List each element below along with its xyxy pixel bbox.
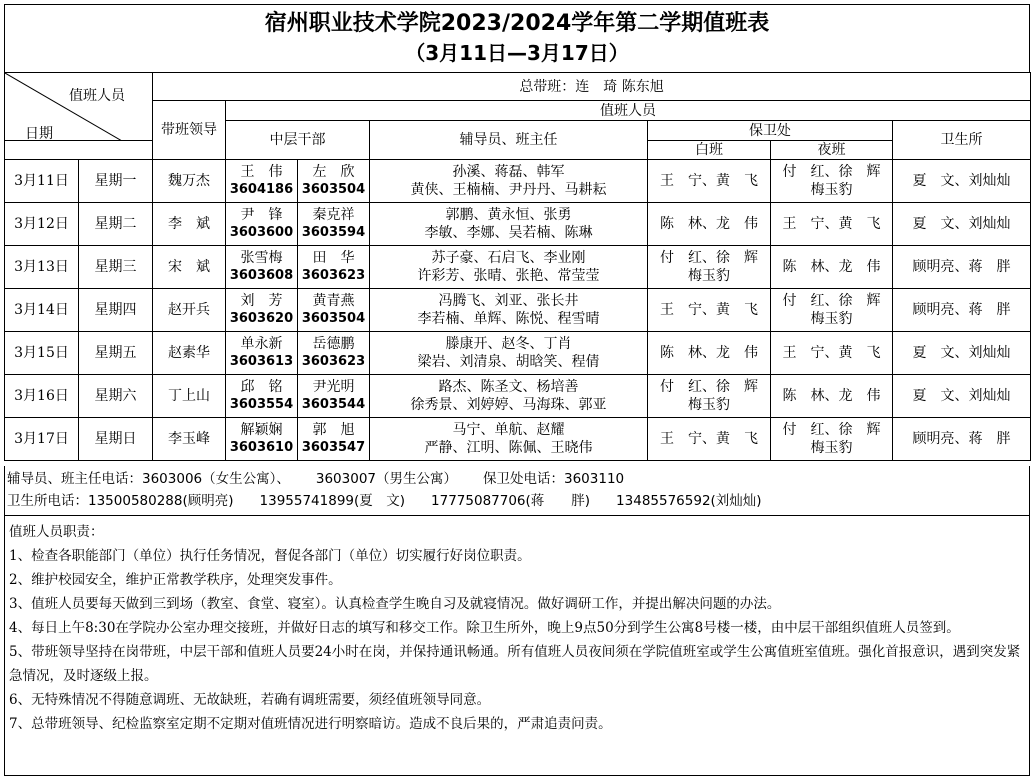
row-mid-2 — [298, 203, 370, 246]
header-diagonal-cell — [5, 73, 153, 141]
row-night-shift — [771, 332, 893, 375]
row-leader: 李玉峰 — [153, 418, 226, 461]
mid-phone: 3603544 — [301, 397, 366, 412]
counselor-line: 郭鹏、黄永恒、张勇 — [445, 207, 572, 223]
row-day-shift — [648, 375, 771, 418]
day-shift-line: 王 宁、黄 飞 — [660, 431, 758, 447]
night-shift-line: 陈 林、龙 伟 — [782, 259, 881, 275]
security-phone-label: 保卫处电话： — [483, 471, 564, 487]
row-date: 3月16日 — [5, 375, 79, 418]
row-night-shift — [771, 375, 893, 418]
header-staff: 值班人员 — [226, 101, 1031, 121]
night-shift-line: 梅玉豹 — [810, 440, 853, 456]
duty-item: 6、无特殊情况不得随意调班、无故缺班，若确有调班需要，须经值班领导同意。 — [9, 692, 491, 708]
row-leader: 丁上山 — [153, 375, 226, 418]
row-date: 3月12日 — [5, 203, 79, 246]
counselor-line: 马宁、单航、赵耀 — [452, 422, 565, 438]
row-mid-2 — [298, 246, 370, 289]
night-shift-line: 梅玉豹 — [810, 182, 853, 198]
mid-name: 岳德鹏 — [312, 336, 355, 352]
row-mid-2 — [298, 418, 370, 461]
header-date: 日期 — [25, 126, 53, 141]
contact-block — [4, 466, 1030, 516]
mid-name: 解颖娴 — [240, 422, 283, 438]
row-day-shift — [648, 203, 771, 246]
counselor-line: 许彩芳、张晴、张艳、常莹莹 — [417, 268, 600, 284]
roster-row — [5, 418, 1031, 461]
row-weekday: 星期五 — [79, 332, 153, 375]
row-weekday: 星期日 — [79, 418, 153, 461]
row-leader: 赵开兵 — [153, 289, 226, 332]
row-weekday: 星期二 — [79, 203, 153, 246]
row-day-shift — [648, 332, 771, 375]
roster-table — [4, 72, 1031, 461]
duty-item: 3、值班人员要每天做到三到场（教室、食堂、寝室）。认真检查学生晚自习及就寝情况。做好调研工作，并提出解决问题的办法。 — [9, 596, 781, 612]
header-date-cont — [5, 141, 153, 160]
row-day-shift — [648, 246, 771, 289]
mid-name: 邱 铭 — [240, 379, 283, 395]
counselor-line: 徐秀景、刘婷婷、马海珠、郭亚 — [410, 397, 607, 413]
day-shift-line: 梅玉豹 — [688, 397, 730, 413]
row-mid-1 — [226, 289, 298, 332]
row-mid-1 — [226, 246, 298, 289]
contact-line-2 — [7, 490, 1029, 512]
row-leader: 宋 斌 — [153, 246, 226, 289]
night-shift-line: 付 红、徐 辉 — [782, 293, 881, 309]
row-clinic: 夏 文、刘灿灿 — [893, 375, 1031, 418]
title-block — [4, 4, 1030, 72]
row-mid-2 — [298, 289, 370, 332]
row-clinic: 顾明亮、蒋 胖 — [893, 289, 1031, 332]
mid-phone: 3603623 — [301, 268, 366, 283]
row-counselors — [370, 160, 648, 203]
row-mid-1 — [226, 418, 298, 461]
clinic-phone-1: 13500580288(顾明亮) — [88, 493, 234, 509]
clinic-phone-label: 卫生所电话： — [7, 493, 88, 509]
mid-name: 张雪梅 — [240, 250, 283, 266]
row-mid-2 — [298, 332, 370, 375]
mid-name: 刘 芳 — [240, 293, 283, 309]
counselor-line: 李若楠、单辉、陈悦、程雪晴 — [417, 311, 600, 327]
header-security: 保卫处 — [648, 121, 893, 141]
mid-phone: 3603554 — [229, 397, 294, 412]
mid-phone: 3603600 — [229, 225, 294, 240]
duty-item: 2、维护校园安全，维护正常教学秩序，处理突发事件。 — [9, 572, 342, 588]
mid-phone: 3603613 — [229, 354, 294, 369]
counselor-line: 路杰、陈圣文、杨培善 — [438, 379, 579, 395]
day-shift-line: 梅玉豹 — [688, 268, 730, 284]
counselor-line: 孙溪、蒋磊、韩军 — [452, 164, 565, 180]
row-day-shift — [648, 418, 771, 461]
row-weekday: 星期三 — [79, 246, 153, 289]
mid-phone: 3604186 — [229, 182, 294, 197]
row-weekday: 星期一 — [79, 160, 153, 203]
duties-heading: 值班人员职责： — [9, 524, 104, 540]
roster-row — [5, 203, 1031, 246]
mid-name: 左 欣 — [312, 164, 355, 180]
roster-row — [5, 246, 1031, 289]
mid-name: 尹 锋 — [240, 207, 283, 223]
counselor-phone-female: 3603006（女生公寓）、 — [142, 471, 290, 487]
row-counselors — [370, 289, 648, 332]
row-mid-1 — [226, 332, 298, 375]
header-night-shift: 夜班 — [771, 141, 893, 160]
mid-phone: 3603608 — [229, 268, 294, 283]
mid-name: 郭 旭 — [312, 422, 355, 438]
counselor-line: 黄侠、王楠楠、尹丹丹、马耕耘 — [410, 182, 607, 198]
roster-row — [5, 332, 1031, 375]
row-date: 3月13日 — [5, 246, 79, 289]
day-shift-line: 陈 林、龙 伟 — [660, 216, 758, 232]
counselor-line: 苏子豪、石启飞、李业刚 — [431, 250, 586, 266]
night-shift-line: 付 红、徐 辉 — [782, 422, 881, 438]
night-shift-line: 王 宁、黄 飞 — [782, 216, 881, 232]
row-date: 3月14日 — [5, 289, 79, 332]
roster-row — [5, 375, 1031, 418]
duty-item: 7、总带班领导、纪检监察室定期不定期对值班情况进行明察暗访。造成不良后果的，严肃追责问责。 — [9, 716, 612, 732]
row-clinic: 夏 文、刘灿灿 — [893, 332, 1031, 375]
row-night-shift — [771, 289, 893, 332]
row-leader: 李 斌 — [153, 203, 226, 246]
counselor-line: 严静、江明、陈佩、王晓伟 — [424, 440, 593, 456]
night-shift-line: 陈 林、龙 伟 — [782, 388, 881, 404]
day-shift-line: 王 宁、黄 飞 — [660, 173, 758, 189]
security-phone: 3603110 — [564, 471, 625, 487]
counselor-phone-male: 3603007（男生公寓） — [315, 471, 457, 487]
night-shift-line: 王 宁、黄 飞 — [782, 345, 881, 361]
row-mid-1 — [226, 160, 298, 203]
mid-phone: 3603623 — [301, 354, 366, 369]
mid-name: 尹光明 — [312, 379, 355, 395]
clinic-phone-2: 13955741899(夏 文) — [259, 493, 406, 509]
row-counselors — [370, 203, 648, 246]
row-leader: 赵素华 — [153, 332, 226, 375]
counselor-line: 冯腾飞、刘亚、张长井 — [438, 293, 579, 309]
night-shift-line: 付 红、徐 辉 — [782, 164, 881, 180]
row-leader: 魏万杰 — [153, 160, 226, 203]
day-shift-line: 王 宁、黄 飞 — [660, 302, 758, 318]
mid-phone: 3603547 — [301, 440, 366, 455]
clinic-phone-4: 13485576592(刘灿灿) — [616, 493, 762, 509]
counselor-line: 梁岩、刘清泉、胡晗笑、程倩 — [417, 354, 600, 370]
mid-name: 田 华 — [312, 250, 355, 266]
mid-name: 王 伟 — [240, 164, 283, 180]
mid-name: 黄青燕 — [312, 293, 355, 309]
row-counselors — [370, 418, 648, 461]
row-mid-1 — [226, 375, 298, 418]
mid-name: 秦克祥 — [312, 207, 355, 223]
row-mid-1 — [226, 203, 298, 246]
mid-phone: 3603610 — [229, 440, 294, 455]
row-night-shift — [771, 418, 893, 461]
row-clinic: 顾明亮、蒋 胖 — [893, 246, 1031, 289]
row-clinic: 夏 文、刘灿灿 — [893, 160, 1031, 203]
row-weekday: 星期六 — [79, 375, 153, 418]
mid-phone: 3603504 — [301, 311, 366, 326]
night-shift-line: 梅玉豹 — [810, 311, 853, 327]
duty-item: 4、每日上午8:30在学院办公室办理交接班，并做好日志的填写和移交工作。除卫生所外，晚上9点50分到学生公寓8号楼一楼，由中层干部组织值班人员签到。 — [9, 620, 960, 636]
sheet-subtitle: （3月11日—3月17日） — [405, 41, 629, 65]
header-duty-person: 值班人员 — [69, 88, 125, 104]
row-night-shift — [771, 246, 893, 289]
header-chief: 总带班：连 琦 陈东旭 — [153, 73, 1031, 101]
clinic-phone-3: 17775087706(蒋 胖) — [431, 493, 591, 509]
row-counselors — [370, 246, 648, 289]
mid-phone: 3603594 — [301, 225, 366, 240]
header-leader: 带班领导 — [153, 101, 226, 160]
day-shift-line: 陈 林、龙 伟 — [660, 345, 758, 361]
contact-line-1 — [7, 468, 1029, 490]
header-day-shift: 白班 — [648, 141, 771, 160]
row-day-shift — [648, 289, 771, 332]
row-mid-2 — [298, 160, 370, 203]
row-day-shift — [648, 160, 771, 203]
row-weekday: 星期四 — [79, 289, 153, 332]
roster-row — [5, 160, 1031, 203]
row-counselors — [370, 332, 648, 375]
counselor-line: 李敏、李娜、吴若楠、陈琳 — [424, 225, 593, 241]
counselor-line: 滕康开、赵冬、丁肖 — [445, 336, 572, 352]
duty-item: 5、带班领导坚持在岗带班，中层干部和值班人员要24小时在岗，并保持通讯畅通。所有值班人员夜间须在学院值班室或学生公寓值班室值班。强化首报意识，遇到突发紧急情况，及时逐级上报。 — [9, 644, 1021, 684]
day-shift-line: 付 红、徐 辉 — [660, 250, 758, 266]
header-counselor: 辅导员、班主任 — [370, 121, 648, 160]
row-night-shift — [771, 160, 893, 203]
row-counselors — [370, 375, 648, 418]
counselor-phone-label: 辅导员、班主任电话： — [7, 471, 142, 487]
row-date: 3月11日 — [5, 160, 79, 203]
mid-phone: 3603620 — [229, 311, 294, 326]
row-mid-2 — [298, 375, 370, 418]
row-night-shift — [771, 203, 893, 246]
row-clinic: 顾明亮、蒋 胖 — [893, 418, 1031, 461]
roster-row — [5, 289, 1031, 332]
header-clinic: 卫生所 — [893, 121, 1031, 160]
row-clinic: 夏 文、刘灿灿 — [893, 203, 1031, 246]
mid-name: 单永新 — [240, 336, 283, 352]
header-mid-level: 中层干部 — [226, 121, 370, 160]
duties-block — [4, 516, 1030, 776]
duty-item: 1、检查各职能部门（单位）执行任务情况，督促各部门（单位）切实履行好岗位职责。 — [9, 548, 531, 564]
day-shift-line: 付 红、徐 辉 — [660, 379, 758, 395]
mid-phone: 3603504 — [301, 182, 366, 197]
row-date: 3月17日 — [5, 418, 79, 461]
sheet-title: 宿州职业技术学院2023/2024学年第二学期值班表 — [264, 11, 770, 36]
duty-roster-sheet — [4, 4, 1030, 776]
row-date: 3月15日 — [5, 332, 79, 375]
